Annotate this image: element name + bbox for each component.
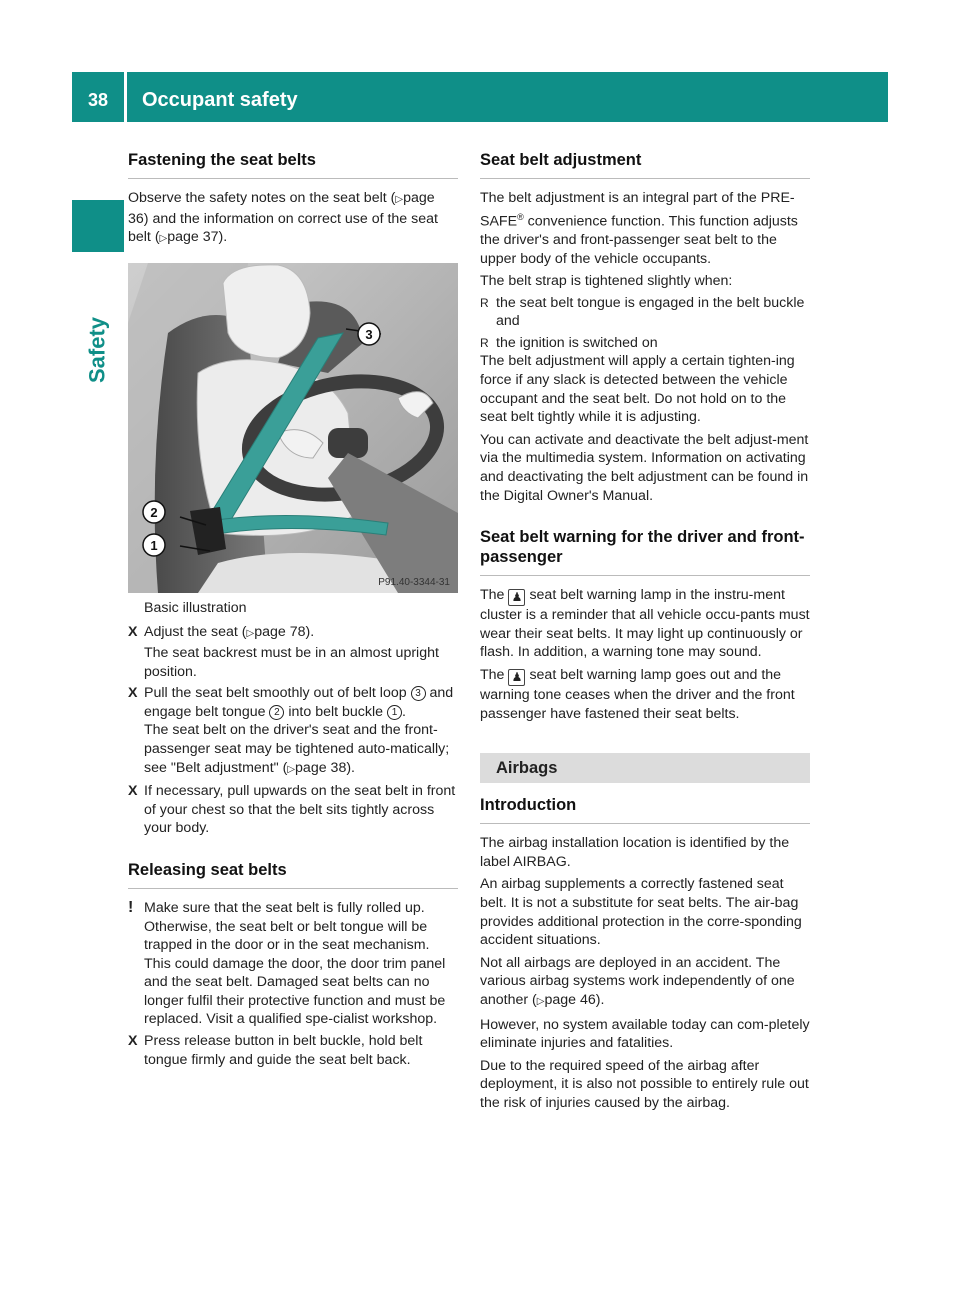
seatbelt-warning-icon: ♟ [508,589,525,606]
heading-belt-adjustment: Seat belt adjustment [480,150,810,179]
step-marker-icon: X [128,624,138,641]
section-label: Safety [84,316,110,384]
figure-caption: Basic illustration [144,599,247,616]
airbag-injury-risk: Due to the required speed of the airbag after deployment, it is also not possible to entirely rule out the risk of injuries caused by the airbag. [480,1057,809,1111]
callout-2-label: 2 [150,504,158,520]
figure-code: P91.40-3344-31 [378,576,450,588]
driver-illustration-svg [128,263,458,593]
right-column [480,150,810,1113]
airbag-supplement: An airbag supplements a correctly fastened seat belt. It is not a substitute for seat belts. The air-bag provides additional protection in the corre-sponding accident situations. [480,876,802,949]
bullet-icon: R [480,335,489,350]
airbag-limitations: However, no system available today can com-pletely eliminate injuries and fatalities. [480,1016,810,1052]
page-number: 38 [87,90,109,110]
warning-icon: ! [128,898,134,916]
page-title: Occupant safety [142,89,298,111]
step-marker-icon: X [128,783,138,800]
step-pull-upwards: X If necessary, pull upwards on the seat belt in front of your chest so that the belt sits tightly across your body. [128,783,456,837]
callout-2-ref-icon: 2 [269,705,284,720]
airbag-deployment: Not all airbags are deployed in an accident. The various airbag systems work independently of one another (▷page 46). [480,954,795,1008]
adjustment-force: The belt adjustment will apply a certain tighten-ing force if any slack is detected between the vehicle occupant and the seat belt. Do not hold on to the seat belt tightly while it is adjusting. [480,353,795,426]
damage-warning: ! Make sure that the seat belt is fully rolled up. Otherwise, the seat belt or belt tongue will be trapped in the door or in the seat mechanism. This could damage the door, the door trim panel and the seat belt. Damaged seat belts can no longer fulfil their protective function and must be replaced. Visit a qualified spe-cialist workshop. [128,898,446,1028]
bullet-icon: R [480,295,489,310]
heading-belt-warning: Seat belt warning for the driver and front-passenger [480,527,810,576]
step-marker-icon: X [128,685,138,702]
step-adjust-seat: X Adjust the seat (▷page 78). The seat backrest must be in an almost upright position. [128,624,439,680]
heading-fastening: Fastening the seat belts [128,150,458,179]
step-release: X Press release button in belt buckle, hold belt tongue firmly and guide the seat belt back. [128,1033,423,1068]
header-divider [124,72,127,122]
callout-1-ref-icon: 1 [387,705,402,720]
adjustment-multimedia: You can activate and deactivate the belt adjust-ment via the multimedia system. Information on activating and deactivating the belt adjustment can be found in the Digital Owner's Manual. [480,431,809,504]
fastening-intro: Observe the safety notes on the seat belt (▷page 36) and the information on correct use of the seat belt (▷page 37). [128,190,438,246]
page-ref-icon: ▷ [395,194,404,205]
adjustment-intro: The belt adjustment is an integral part of the PRE-SAFE® convenience function. This function adjusts the driver's and front-passenger seat belt to the upper body of the vehicle occupants. [480,190,798,267]
adjustment-conditions: The belt strap is tightened slightly when: [480,273,733,290]
heading-releasing: Releasing seat belts [128,860,458,889]
page-ref-icon: ▷ [536,995,545,1007]
warning-lamp-off: The ♟ seat belt warning lamp goes out and the warning tone ceases when the driver and the front passenger have fastened their seat belts. [480,667,795,722]
callout-3-ref-icon: 3 [411,686,426,701]
seatbelt-warning-icon: ♟ [508,669,525,686]
callout-3-label: 3 [365,326,373,342]
airbags-section-band: Airbags [480,753,810,783]
heading-introduction: Introduction [480,795,810,824]
warning-lamp-info: The ♟ seat belt warning lamp in the instru-ment cluster is a reminder that all vehicle occu-pants must wear their seat belts. It may light up continuously or flash. In addition, a warning tone may sound. [480,587,810,661]
callout-1-label: 1 [150,537,158,553]
condition-tongue: R the seat belt tongue is engaged in the belt buckle and [480,294,805,330]
step-pull-belt: X Pull the seat belt smoothly out of belt loop 3 and engage belt tongue 2 into belt buckle 1 . The seat belt on the driver's seat and the front-passenger seat may be tightened auto-matically; see "Belt adjustment" (▷page 38). [128,684,458,779]
airbag-label-info: The airbag installation location is identified by the label AIRBAG. [480,835,790,870]
section-marker [72,200,124,252]
seat-belt-illustration [128,263,458,593]
condition-ignition: R the ignition is switched on [480,334,658,351]
page-ref-icon: ▷ [159,233,168,245]
page-ref-icon: ▷ [246,628,255,640]
left-column [128,150,458,1069]
page-ref-icon: ▷ [287,763,296,775]
step-marker-icon: X [128,1033,138,1050]
